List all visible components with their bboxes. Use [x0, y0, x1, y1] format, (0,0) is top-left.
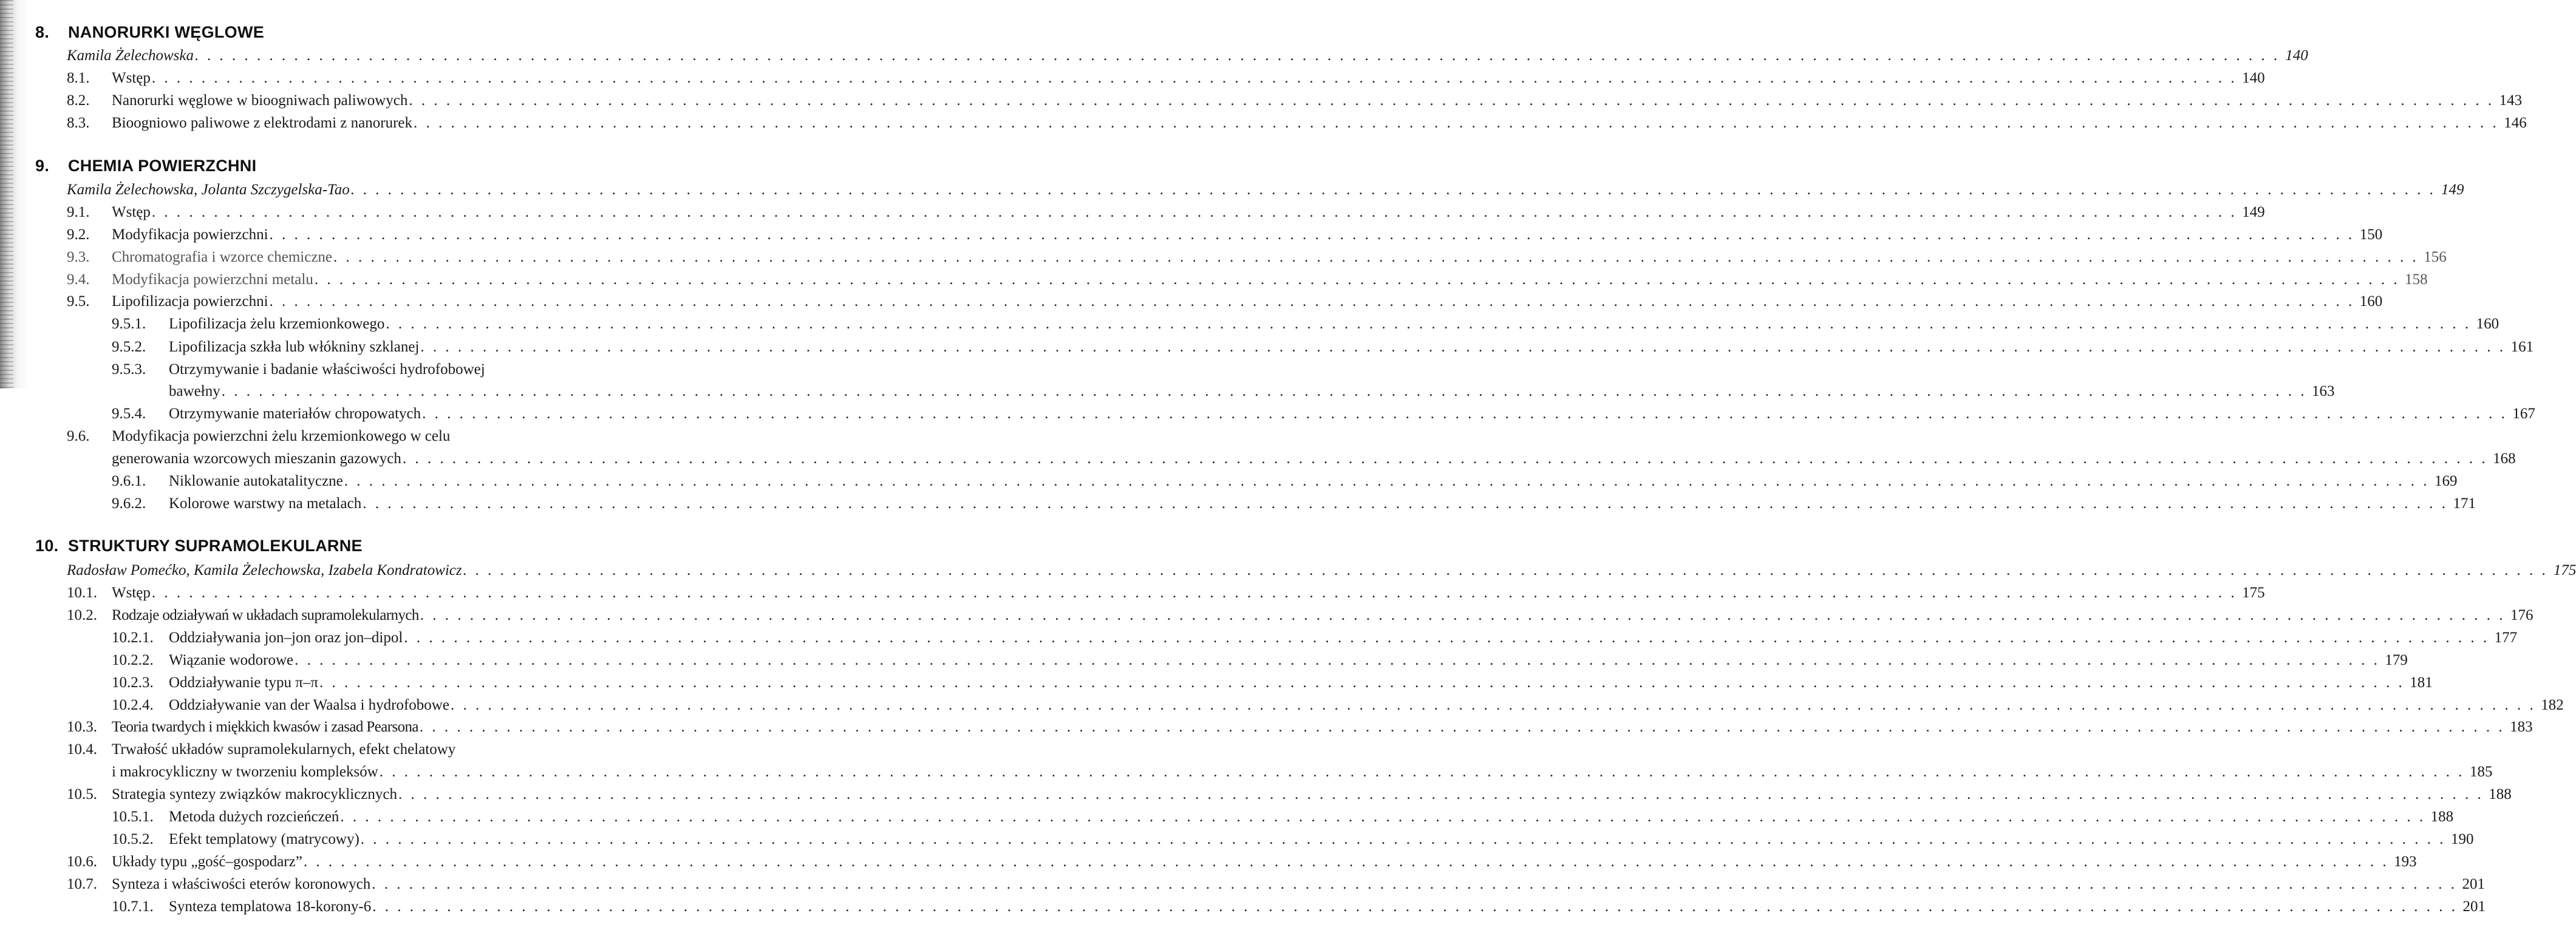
page-number: 160 — [2359, 293, 2383, 310]
toc-entry — [67, 225, 2383, 245]
toc-entry — [67, 91, 2523, 110]
entry-number: 9.4. — [67, 271, 90, 288]
entry-title: Chromatografia i wzorce chemiczne — [112, 249, 333, 265]
entry-title: Niklowanie autokatalityczne — [169, 473, 343, 489]
dot-leader — [420, 718, 2505, 737]
dot-leader — [414, 114, 2499, 133]
page-number: 188 — [2489, 786, 2512, 802]
chapter-8-heading — [35, 23, 264, 42]
chapter-number: 9. — [35, 157, 50, 175]
entry-title: Układy typu „gość–gospodarz” — [112, 853, 302, 870]
entry-number: 8.1. — [67, 70, 90, 86]
dot-leader — [333, 248, 2419, 267]
entry-title: Modyfikacja powierzchni metalu — [112, 271, 313, 288]
page-number: 146 — [2504, 115, 2527, 131]
dot-leader — [420, 606, 2506, 625]
toc-entry-continuation — [112, 762, 2493, 782]
toc-subentry — [112, 494, 2476, 514]
dot-leader — [372, 875, 2457, 894]
dot-leader — [398, 785, 2484, 804]
dot-leader — [315, 270, 2400, 290]
page-number: 156 — [2424, 249, 2447, 265]
page-number: 168 — [2493, 450, 2516, 467]
entry-number: 10.2.1. — [112, 629, 154, 646]
toc-subentry — [112, 628, 2518, 648]
entry-title: Wstęp — [112, 70, 151, 86]
toc-entry — [67, 785, 2512, 804]
entry-title: Oddziaływanie typu π–π — [169, 674, 319, 691]
page-number: 143 — [2499, 92, 2523, 109]
page-number: 201 — [2462, 898, 2486, 915]
page-number: 185 — [2470, 764, 2493, 780]
entry-title: Strategia syntezy związków makrocyklicznych — [112, 786, 397, 802]
chapter-9-heading — [35, 157, 256, 175]
entry-title: Oddziaływania jon–jon oraz jon–dipol — [169, 629, 403, 646]
entry-title-line: Otrzymywanie i badanie właściwości hydrofobowej — [169, 361, 485, 378]
toc-subentry — [112, 673, 2433, 693]
toc-entry — [67, 203, 2265, 222]
dot-leader — [344, 472, 2430, 491]
entry-number: 9.5.3. — [112, 361, 146, 378]
page-number: 175 — [2553, 562, 2576, 578]
page-number: 150 — [2359, 226, 2383, 243]
entry-number: 10.5.2. — [112, 831, 154, 847]
entry-number: 9.6. — [67, 428, 90, 444]
entry-number: 9.3. — [67, 249, 90, 265]
chapter-authors-row — [67, 46, 2308, 66]
entry-number: 10.5. — [67, 786, 97, 802]
toc-entry — [67, 292, 2383, 311]
dot-leader — [380, 762, 2465, 782]
toc-subentry-first-line — [112, 360, 485, 379]
page-number: 182 — [2541, 697, 2564, 713]
entry-title: Synteza templatowa 18-korony-6 — [169, 898, 372, 915]
dot-leader — [340, 807, 2425, 827]
page-number: 140 — [2242, 70, 2265, 86]
entry-title: Teoria twardych i miękkich kwasów i zasad Pearsona — [112, 719, 418, 735]
toc-subentry — [112, 404, 2535, 424]
page-number: 160 — [2476, 316, 2499, 332]
page-number: 188 — [2430, 809, 2454, 825]
entry-title: Nanorurki węglowe w bioogniwach paliwowych — [112, 92, 408, 109]
entry-number: 10.2.4. — [112, 697, 154, 713]
dot-leader — [403, 449, 2488, 469]
entry-title: Wiązanie wodorowe — [169, 652, 294, 668]
entry-title-line: Modyfikacja powierzchni żelu krzemionkowego w celu — [112, 428, 451, 444]
dot-leader — [152, 203, 2237, 222]
entry-title: Metoda dużych rozcieńczeń — [169, 809, 339, 825]
entry-number: 10.2.2. — [112, 652, 154, 668]
dot-leader — [152, 583, 2237, 603]
entry-number: 10.4. — [67, 741, 97, 758]
entry-number: 10.7. — [67, 876, 97, 892]
toc-subentry — [112, 807, 2454, 827]
toc-entry-first-line — [67, 427, 450, 446]
entry-number: 8.2. — [67, 92, 90, 109]
entry-number: 9.5.4. — [112, 405, 146, 422]
page-number: 149 — [2441, 182, 2464, 198]
entry-number: 10.2. — [67, 607, 97, 623]
entry-title-line: Trwałość układów supramolekularnych, efekt chelatowy — [112, 741, 456, 758]
entry-number: 10.2.3. — [112, 674, 154, 691]
page-number: 190 — [2451, 831, 2474, 847]
dot-leader — [222, 382, 2307, 401]
toc-entry — [67, 718, 2533, 737]
page-number: 158 — [2405, 271, 2428, 288]
entry-number: 9.5. — [67, 293, 90, 310]
page-number: 176 — [2510, 607, 2533, 623]
entry-number: 9.2. — [67, 226, 90, 243]
entry-title: Lipofilizacja powierzchni — [112, 293, 268, 310]
page-number: 175 — [2242, 585, 2265, 601]
chapter-title: CHEMIA POWIERZCHNI — [68, 157, 257, 175]
entry-title: Synteza i właściwości eterów koronowych — [112, 876, 371, 892]
dot-leader — [386, 314, 2471, 334]
toc-subentry — [112, 314, 2499, 334]
chapter-number: 10. — [35, 537, 59, 555]
entry-title: Bioogniowo paliwowe z elektrodami z nanorurek — [112, 115, 412, 131]
authors-text: Kamila Żelechowska, Jolanta Szczygelska-Tao — [67, 182, 350, 198]
page-number: 169 — [2434, 473, 2458, 489]
dot-leader — [270, 292, 2355, 311]
page-number: 163 — [2311, 383, 2335, 399]
entry-title: Wstęp — [112, 204, 151, 220]
toc-entry — [67, 248, 2447, 267]
dot-leader — [363, 494, 2448, 514]
entry-title: Efekt templatowy (matrycowy) — [169, 831, 359, 847]
authors-text: Radosław Pomećko, Kamila Żelechowska, Izabela Kondratowicz — [67, 562, 462, 578]
toc-subentry — [112, 338, 2534, 357]
entry-number: 9.1. — [67, 204, 90, 220]
entry-title: i makrocykliczny w tworzeniu kompleksów — [112, 764, 378, 780]
entry-number: 10.1. — [67, 585, 97, 601]
toc-subentry — [112, 651, 2408, 670]
dot-leader — [152, 69, 2237, 88]
dot-leader — [304, 852, 2389, 872]
toc-subentry — [112, 897, 2486, 917]
page-number: 179 — [2385, 652, 2408, 668]
page-number: 140 — [2285, 47, 2308, 64]
entry-number: 9.6.2. — [112, 495, 146, 512]
dot-leader — [409, 91, 2494, 110]
toc-subentry — [112, 830, 2474, 849]
toc-entry-continuation — [112, 449, 2516, 469]
entry-title: Oddziaływanie van der Waalsa i hydrofobowe — [169, 697, 449, 713]
dot-leader — [351, 180, 2436, 200]
entry-number: 10.5.1. — [112, 809, 154, 825]
entry-title: Wstęp — [112, 585, 151, 601]
authors-text: Kamila Żelechowska — [67, 47, 194, 64]
page-number: 161 — [2510, 339, 2534, 355]
entry-title: Otrzymywanie materiałów chropowatych — [169, 405, 421, 422]
chapter-authors-row — [67, 561, 2576, 580]
entry-number: 9.5.1. — [112, 316, 146, 332]
entry-number: 10.6. — [67, 853, 97, 870]
page-number: 193 — [2394, 853, 2417, 870]
entry-number: 9.5.2. — [112, 339, 146, 355]
entry-title: generowania wzorcowych mieszanin gazowych — [112, 450, 401, 467]
dot-leader — [195, 46, 2280, 66]
toc-entry — [67, 114, 2527, 133]
chapter-title: NANORURKI WĘGLOWE — [68, 23, 265, 41]
toc-entry — [67, 875, 2486, 894]
toc-entry — [67, 606, 2533, 625]
entry-title: Lipofilizacja żelu krzemionkowego — [169, 316, 385, 332]
toc-entry — [67, 583, 2265, 603]
toc-entry — [67, 270, 2428, 290]
page-number: 181 — [2410, 674, 2433, 691]
entry-number: 9.6.1. — [112, 473, 146, 489]
page-number: 171 — [2453, 495, 2476, 512]
entry-number: 8.3. — [67, 115, 90, 131]
page-number: 183 — [2510, 719, 2533, 735]
toc-entry — [67, 69, 2265, 88]
page-number: 149 — [2242, 204, 2265, 220]
toc-subentry — [112, 696, 2564, 715]
dot-leader — [372, 897, 2458, 917]
dot-leader — [319, 673, 2405, 693]
dot-leader — [422, 404, 2507, 424]
entry-title: Rodzaje odziaływań w układach supramolekularnych — [112, 607, 419, 623]
dot-leader — [270, 225, 2355, 245]
dot-leader — [463, 561, 2549, 580]
entry-title: Modyfikacja powierzchni — [112, 226, 268, 243]
dot-leader — [295, 651, 2380, 670]
page-number: 167 — [2512, 405, 2535, 422]
toc-entry-first-line — [67, 740, 455, 759]
dot-leader — [451, 696, 2536, 715]
dot-leader — [361, 830, 2446, 849]
entry-title: Lipofilizacja szkła lub włókniny szklanej — [169, 339, 420, 355]
toc-subentry-continuation — [169, 382, 2335, 401]
page-number: 201 — [2462, 876, 2486, 892]
entry-number: 10.7.1. — [112, 898, 154, 915]
toc-entry — [67, 852, 2417, 872]
chapter-number: 8. — [35, 23, 50, 41]
chapter-10-heading — [35, 537, 363, 555]
chapter-title: STRUKTURY SUPRAMOLEKULARNE — [68, 537, 363, 555]
dot-leader — [404, 628, 2489, 648]
toc-subentry — [112, 472, 2458, 491]
entry-title: bawełny — [169, 383, 220, 399]
dot-leader — [420, 338, 2506, 357]
entry-title: Kolorowe warstwy na metalach — [169, 495, 362, 512]
entry-number: 10.3. — [67, 719, 97, 735]
page-number: 177 — [2494, 629, 2518, 646]
chapter-authors-row — [67, 180, 2464, 200]
